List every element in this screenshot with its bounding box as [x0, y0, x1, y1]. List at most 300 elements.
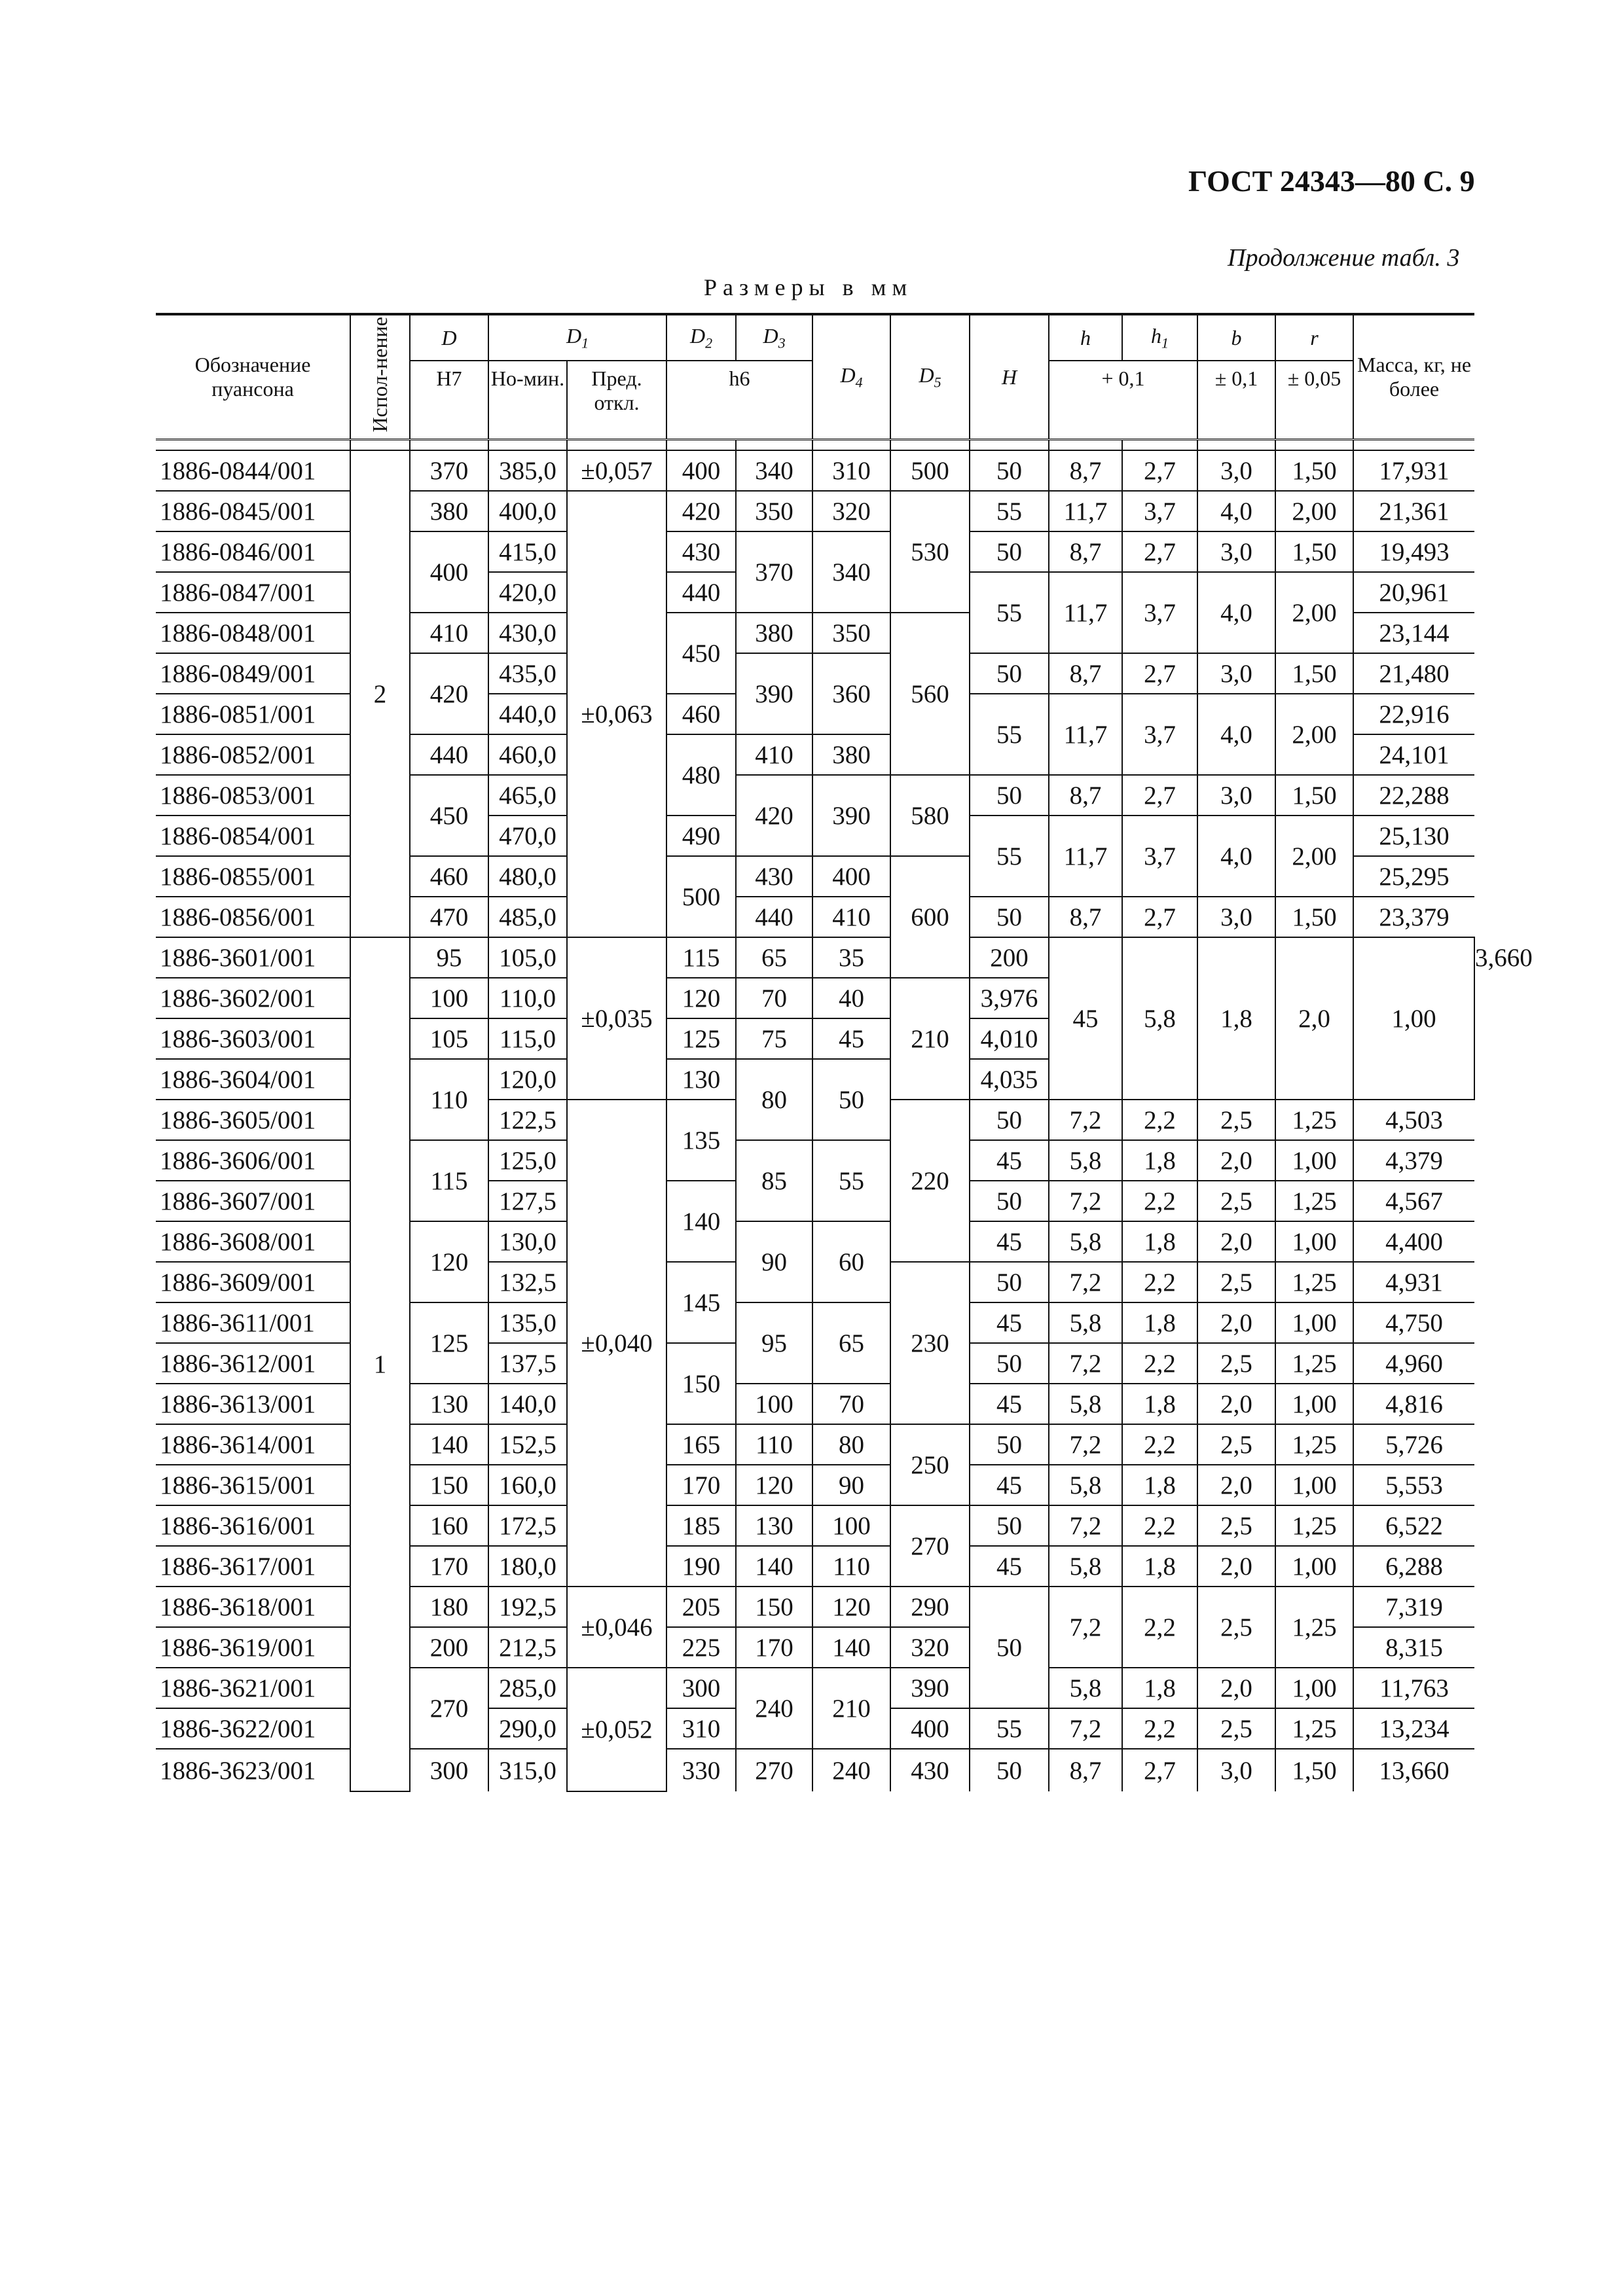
D5-cell: 320	[890, 1627, 970, 1668]
D1-nominal-cell: 137,5	[488, 1343, 567, 1384]
h-cell: 11,7	[1049, 816, 1122, 897]
h-cell: 5,8	[1122, 937, 1197, 1100]
D4-cell: 400	[812, 856, 890, 897]
D5-cell: 220	[890, 1100, 970, 1262]
D2-cell: 225	[666, 1627, 736, 1668]
h1-cell: 2,2	[1122, 1505, 1197, 1546]
h1-cell: 3,7	[1122, 816, 1197, 897]
D5-cell: 430	[890, 1749, 970, 1791]
D1-nominal-cell: 480,0	[488, 856, 567, 897]
h-cell: 8,7	[1049, 531, 1122, 572]
D1-nominal-cell: 130,0	[488, 1221, 567, 1262]
D4-cell: 40	[812, 978, 890, 1018]
ispolnenie-cell: 2	[350, 450, 410, 937]
separator-cell	[812, 440, 890, 451]
D4-cell: 380	[812, 734, 890, 775]
h-cell: 11,7	[1049, 572, 1122, 653]
b-cell: 2,5	[1197, 1343, 1275, 1384]
h1-cell: 2,7	[1122, 531, 1197, 572]
b-cell: 2,5	[1197, 1262, 1275, 1302]
h-cell: 5,8	[1049, 1465, 1122, 1505]
h-cell: 8,7	[1049, 653, 1122, 694]
header-h-tolerance: + 0,1	[1049, 361, 1197, 440]
D4-cell: 240	[812, 1749, 890, 1791]
D3-cell: 410	[736, 734, 812, 775]
separator-cell	[970, 440, 1049, 451]
designation-cell: 1886-3609/001	[156, 1262, 350, 1302]
designation-cell: 1886-0846/001	[156, 531, 350, 572]
D2-cell: 130	[666, 1059, 736, 1100]
header-mass: Масса, кг, не более	[1353, 314, 1474, 440]
r-cell: 1,00	[1353, 937, 1474, 1100]
D1-nominal-cell: 132,5	[488, 1262, 567, 1302]
separator-cell	[488, 440, 567, 451]
mass-cell: 13,660	[1353, 1749, 1474, 1791]
D5-cell: 500	[890, 450, 970, 491]
mass-cell: 25,295	[1353, 856, 1474, 897]
designation-cell: 1886-0849/001	[156, 653, 350, 694]
H-cell: 50	[970, 1262, 1049, 1302]
D2-cell: 190	[666, 1546, 736, 1587]
D5-cell: 560	[890, 613, 970, 775]
D1-nominal-cell: 192,5	[488, 1587, 567, 1627]
h1-cell: 2,2	[1122, 1343, 1197, 1384]
D3-cell: 70	[736, 978, 812, 1018]
D1-nominal-cell: 485,0	[488, 897, 567, 937]
D1-nominal-cell: 415,0	[488, 531, 567, 572]
header-D4: $D_4$	[812, 314, 890, 440]
b-cell: 2,0	[1275, 937, 1353, 1100]
D4-cell: 340	[812, 531, 890, 613]
D3-cell: 100	[736, 1384, 812, 1424]
D2-cell: 430	[666, 531, 736, 572]
D1-nominal-cell: 125,0	[488, 1140, 567, 1181]
mass-cell: 19,493	[1353, 531, 1474, 572]
mass-cell: 6,288	[1353, 1546, 1474, 1587]
H-cell: 45	[970, 1302, 1049, 1343]
H-cell: 50	[970, 1424, 1049, 1465]
D-cell: 300	[410, 1749, 488, 1791]
H-cell: 50	[970, 775, 1049, 816]
D-cell: 270	[410, 1668, 488, 1749]
b-cell: 4,0	[1197, 694, 1275, 775]
separator-cell	[666, 440, 736, 451]
h1-cell: 2,7	[1122, 1749, 1197, 1791]
D4-cell: 210	[812, 1668, 890, 1749]
header-D2-D3-tolerance: h6	[666, 361, 812, 440]
designation-cell: 1886-3601/001	[156, 937, 350, 978]
mass-cell: 22,288	[1353, 775, 1474, 816]
D1-nominal-cell: 460,0	[488, 734, 567, 775]
D2-cell: 145	[666, 1262, 736, 1343]
h1-cell: 2,7	[1122, 775, 1197, 816]
h1-cell: 2,2	[1122, 1262, 1197, 1302]
mass-cell: 23,379	[1353, 897, 1474, 937]
header-D5: $D_5$	[890, 314, 970, 440]
D-cell: 120	[410, 1221, 488, 1302]
separator-cell	[890, 440, 970, 451]
mass-cell: 22,916	[1353, 694, 1474, 734]
D4-cell: 70	[812, 1384, 890, 1424]
designation-cell: 1886-0852/001	[156, 734, 350, 775]
h1-cell: 1,8	[1122, 1668, 1197, 1708]
b-cell: 2,5	[1197, 1424, 1275, 1465]
designation-cell: 1886-3616/001	[156, 1505, 350, 1546]
D5-cell: 230	[890, 1262, 970, 1424]
h-cell: 7,2	[1049, 1505, 1122, 1546]
D1-nominal-cell: 420,0	[488, 572, 567, 613]
header-b: b	[1197, 314, 1275, 361]
mass-cell: 5,553	[1353, 1465, 1474, 1505]
header-D1-nominal: Но-мин.	[488, 361, 567, 440]
designation-cell: 1886-3621/001	[156, 1668, 350, 1708]
D1-nominal-cell: 400,0	[488, 491, 567, 531]
designation-cell: 1886-3613/001	[156, 1384, 350, 1424]
b-cell: 2,0	[1197, 1384, 1275, 1424]
designation-cell: 1886-0854/001	[156, 816, 350, 856]
h-cell: 11,7	[1049, 491, 1122, 531]
mass-cell: 4,010	[970, 1018, 1049, 1059]
D4-cell: 360	[812, 653, 890, 734]
D3-cell: 95	[736, 1302, 812, 1384]
D-cell: 160	[410, 1505, 488, 1546]
header-D: D	[410, 314, 488, 361]
D1-nominal-cell: 465,0	[488, 775, 567, 816]
mass-cell: 11,763	[1353, 1668, 1474, 1708]
D-cell: 410	[410, 613, 488, 653]
b-cell: 3,0	[1197, 897, 1275, 937]
D2-cell: 185	[666, 1505, 736, 1546]
H-cell: 50	[970, 1181, 1049, 1221]
h1-cell: 1,8	[1122, 1546, 1197, 1587]
h-cell: 8,7	[1049, 1749, 1122, 1791]
h-cell: 7,2	[1049, 1587, 1122, 1668]
r-cell: 1,50	[1275, 450, 1353, 491]
D3-cell: 130	[736, 1505, 812, 1546]
header-D1: $D_1$	[488, 314, 666, 361]
b-cell: 2,5	[1197, 1181, 1275, 1221]
mass-cell: 23,144	[1353, 613, 1474, 653]
D3-cell: 80	[736, 1059, 812, 1140]
D-cell: 180	[410, 1587, 488, 1627]
D5-cell: 390	[890, 1668, 970, 1708]
D1-nominal-cell: 315,0	[488, 1749, 567, 1791]
separator-cell	[350, 440, 410, 451]
h1-cell: 3,7	[1122, 491, 1197, 531]
designation-cell: 1886-3603/001	[156, 1018, 350, 1059]
designation-cell: 1886-3617/001	[156, 1546, 350, 1587]
mass-cell: 4,400	[1353, 1221, 1474, 1262]
D4-cell: 350	[812, 613, 890, 653]
D2-cell: 125	[666, 1018, 736, 1059]
H-cell: 55	[970, 1708, 1049, 1749]
D1-nominal-cell: 127,5	[488, 1181, 567, 1221]
mass-cell: 13,234	[1353, 1708, 1474, 1749]
D5-cell: 250	[890, 1424, 970, 1505]
D4-cell: 45	[812, 1018, 890, 1059]
designation-cell: 1886-3606/001	[156, 1140, 350, 1181]
D4-cell: 310	[812, 450, 890, 491]
D5-cell: 580	[890, 775, 970, 856]
h-cell: 7,2	[1049, 1181, 1122, 1221]
D1-nominal-cell: 172,5	[488, 1505, 567, 1546]
r-cell: 1,50	[1275, 1749, 1353, 1791]
D5-cell: 200	[970, 937, 1049, 978]
r-cell: 2,00	[1275, 816, 1353, 897]
D5-cell: 210	[890, 978, 970, 1100]
h1-cell: 2,7	[1122, 653, 1197, 694]
D4-cell: 140	[812, 1627, 890, 1668]
D-cell: 105	[410, 1018, 488, 1059]
r-cell: 1,25	[1275, 1181, 1353, 1221]
D3-cell: 120	[736, 1465, 812, 1505]
mass-cell: 6,522	[1353, 1505, 1474, 1546]
r-cell: 1,00	[1275, 1668, 1353, 1708]
D-cell: 380	[410, 491, 488, 531]
b-cell: 2,0	[1197, 1140, 1275, 1181]
D2-cell: 300	[666, 1668, 736, 1708]
D-cell: 460	[410, 856, 488, 897]
h-cell: 8,7	[1049, 775, 1122, 816]
D2-cell: 150	[666, 1343, 736, 1424]
h1-cell: 1,8	[1122, 1302, 1197, 1343]
D2-cell: 170	[666, 1465, 736, 1505]
b-cell: 2,0	[1197, 1302, 1275, 1343]
designation-cell: 1886-3607/001	[156, 1181, 350, 1221]
b-cell: 2,5	[1197, 1587, 1275, 1668]
H-cell: 55	[970, 572, 1049, 653]
H-cell: 50	[970, 450, 1049, 491]
D2-cell: 205	[666, 1587, 736, 1627]
b-cell: 2,5	[1197, 1100, 1275, 1140]
header-separator-row	[156, 440, 1474, 451]
D3-cell: 270	[736, 1749, 812, 1791]
D2-cell: 460	[666, 694, 736, 734]
D1-nominal-cell: 122,5	[488, 1100, 567, 1140]
header-D3: $D_3$	[736, 314, 812, 361]
r-cell: 2,00	[1275, 491, 1353, 531]
header-r-tolerance: ± 0,05	[1275, 361, 1353, 440]
h1-cell: 2,7	[1122, 897, 1197, 937]
h-cell: 5,8	[1049, 1668, 1122, 1708]
D4-cell: 410	[812, 897, 890, 937]
H-cell: 55	[970, 816, 1049, 897]
b-cell: 3,0	[1197, 531, 1275, 572]
D2-cell: 450	[666, 613, 736, 694]
h-cell: 5,8	[1049, 1140, 1122, 1181]
D2-cell: 420	[666, 491, 736, 531]
r-cell: 1,00	[1275, 1465, 1353, 1505]
h-cell: 8,7	[1049, 450, 1122, 491]
h-cell: 11,7	[1049, 694, 1122, 775]
r-cell: 1,25	[1275, 1505, 1353, 1546]
D4-cell: 110	[812, 1546, 890, 1587]
D-cell: 170	[410, 1546, 488, 1587]
b-cell: 2,0	[1197, 1221, 1275, 1262]
h-cell: 7,2	[1049, 1100, 1122, 1140]
D2-cell: 500	[666, 856, 736, 937]
H-cell: 45	[970, 1465, 1049, 1505]
H-cell: 50	[970, 531, 1049, 572]
D-cell: 200	[410, 1627, 488, 1668]
header-h1: $h_1$	[1122, 314, 1197, 361]
separator-cell	[156, 440, 350, 451]
header-H: H	[970, 314, 1049, 440]
H-cell: 45	[970, 1221, 1049, 1262]
r-cell: 1,00	[1275, 1221, 1353, 1262]
separator-cell	[410, 440, 488, 451]
D3-cell: 420	[736, 775, 812, 856]
H-cell: 50	[970, 1749, 1049, 1791]
D2-cell: 400	[666, 450, 736, 491]
mass-cell: 4,750	[1353, 1302, 1474, 1343]
D1-pred-cell: ±0,040	[567, 1100, 666, 1587]
D2-cell: 310	[666, 1708, 736, 1749]
designation-cell: 1886-3614/001	[156, 1424, 350, 1465]
mass-cell: 4,960	[1353, 1343, 1474, 1384]
D1-pred-cell: ±0,046	[567, 1587, 666, 1668]
h1-cell: 1,8	[1122, 1465, 1197, 1505]
b-cell: 3,0	[1197, 653, 1275, 694]
r-cell: 1,00	[1275, 1546, 1353, 1587]
designation-cell: 1886-3611/001	[156, 1302, 350, 1343]
h1-cell: 1,8	[1122, 1221, 1197, 1262]
b-cell: 4,0	[1197, 816, 1275, 897]
D-cell: 420	[410, 653, 488, 734]
D-cell: 140	[410, 1424, 488, 1465]
table-continuation-note: Продолжение табл. 3	[1228, 244, 1460, 272]
D1-pred-cell: ±0,063	[567, 491, 666, 937]
D1-nominal-cell: 285,0	[488, 1668, 567, 1708]
H-cell: 50	[970, 1343, 1049, 1384]
h1-cell: 1,8	[1122, 1384, 1197, 1424]
b-cell: 3,0	[1197, 775, 1275, 816]
D2-cell: 115	[666, 937, 736, 978]
designation-cell: 1886-3604/001	[156, 1059, 350, 1100]
D-cell: 110	[410, 1059, 488, 1140]
D1-nominal-cell: 152,5	[488, 1424, 567, 1465]
separator-cell	[736, 440, 812, 451]
D4-cell: 60	[812, 1221, 890, 1302]
D-cell: 440	[410, 734, 488, 775]
h1-cell: 2,2	[1122, 1424, 1197, 1465]
D1-nominal-cell: 385,0	[488, 450, 567, 491]
D3-cell: 90	[736, 1221, 812, 1302]
b-cell: 3,0	[1197, 1749, 1275, 1791]
D3-cell: 110	[736, 1424, 812, 1465]
header-r: r	[1275, 314, 1353, 361]
designation-cell: 1886-3608/001	[156, 1221, 350, 1262]
H-cell: 55	[970, 491, 1049, 531]
r-cell: 1,00	[1275, 1384, 1353, 1424]
h1-cell: 3,7	[1122, 572, 1197, 653]
r-cell: 2,00	[1275, 572, 1353, 653]
H-cell: 50	[970, 1587, 1049, 1708]
mass-cell: 21,480	[1353, 653, 1474, 694]
r-cell: 1,50	[1275, 531, 1353, 572]
separator-cell	[1275, 440, 1353, 451]
D3-cell: 65	[736, 937, 812, 978]
D-cell: 450	[410, 775, 488, 856]
h1-cell: 1,8	[1122, 1140, 1197, 1181]
r-cell: 1,25	[1275, 1100, 1353, 1140]
designation-cell: 1886-3622/001	[156, 1708, 350, 1749]
D3-cell: 430	[736, 856, 812, 897]
h1-cell: 2,7	[1122, 450, 1197, 491]
mass-cell: 21,361	[1353, 491, 1474, 531]
table-body	[156, 440, 1533, 1792]
h1-cell: 2,2	[1122, 1181, 1197, 1221]
r-cell: 1,25	[1275, 1587, 1353, 1668]
designation-cell: 1886-0844/001	[156, 450, 350, 491]
designation-cell: 1886-3619/001	[156, 1627, 350, 1668]
mass-cell: 25,130	[1353, 816, 1474, 856]
table-row	[156, 450, 1474, 491]
D1-nominal-cell: 160,0	[488, 1465, 567, 1505]
designation-cell: 1886-0848/001	[156, 613, 350, 653]
D3-cell: 350	[736, 491, 812, 531]
separator-cell	[1049, 440, 1122, 451]
r-cell: 1,25	[1275, 1708, 1353, 1749]
designation-cell: 1886-0847/001	[156, 572, 350, 613]
D1-nominal-cell: 140,0	[488, 1384, 567, 1424]
D1-nominal-cell: 115,0	[488, 1018, 567, 1059]
D1-nominal-cell: 212,5	[488, 1627, 567, 1668]
D4-cell: 35	[812, 937, 890, 978]
D1-nominal-cell: 290,0	[488, 1708, 567, 1749]
D5-cell: 530	[890, 491, 970, 613]
H-cell: 45	[970, 1140, 1049, 1181]
D-cell: 95	[410, 937, 488, 978]
r-cell: 1,50	[1275, 653, 1353, 694]
designation-cell: 1886-0855/001	[156, 856, 350, 897]
mass-cell: 4,931	[1353, 1262, 1474, 1302]
designation-cell: 1886-3623/001	[156, 1749, 350, 1791]
H-cell: 50	[970, 1505, 1049, 1546]
header-b-tolerance: ± 0,1	[1197, 361, 1275, 440]
b-cell: 2,0	[1197, 1465, 1275, 1505]
h-cell: 7,2	[1049, 1343, 1122, 1384]
D-cell: 130	[410, 1384, 488, 1424]
header-D-tolerance: Н7	[410, 361, 488, 440]
designation-cell: 1886-0853/001	[156, 775, 350, 816]
H-cell: 45	[970, 1546, 1049, 1587]
D4-cell: 390	[812, 775, 890, 856]
D3-cell: 75	[736, 1018, 812, 1059]
header-ispolnenie: Испол-нение	[350, 314, 410, 440]
h-cell: 5,8	[1049, 1302, 1122, 1343]
h1-cell: 2,2	[1122, 1587, 1197, 1668]
D-cell: 125	[410, 1302, 488, 1384]
D3-cell: 150	[736, 1587, 812, 1627]
page-header: ГОСТ 24343—80 С. 9	[1188, 164, 1475, 198]
D2-cell: 480	[666, 734, 736, 816]
D3-cell: 240	[736, 1668, 812, 1749]
D4-cell: 80	[812, 1424, 890, 1465]
D2-cell: 140	[666, 1181, 736, 1262]
designation-cell: 1886-3612/001	[156, 1343, 350, 1384]
D1-nominal-cell: 430,0	[488, 613, 567, 653]
mass-cell: 3,976	[970, 978, 1049, 1018]
D1-nominal-cell: 180,0	[488, 1546, 567, 1587]
mass-cell: 8,315	[1353, 1627, 1474, 1668]
D3-cell: 340	[736, 450, 812, 491]
D5-cell: 270	[890, 1505, 970, 1587]
designation-cell: 1886-0845/001	[156, 491, 350, 531]
mass-cell: 4,816	[1353, 1384, 1474, 1424]
D5-cell: 600	[890, 856, 970, 978]
r-cell: 1,25	[1275, 1343, 1353, 1384]
